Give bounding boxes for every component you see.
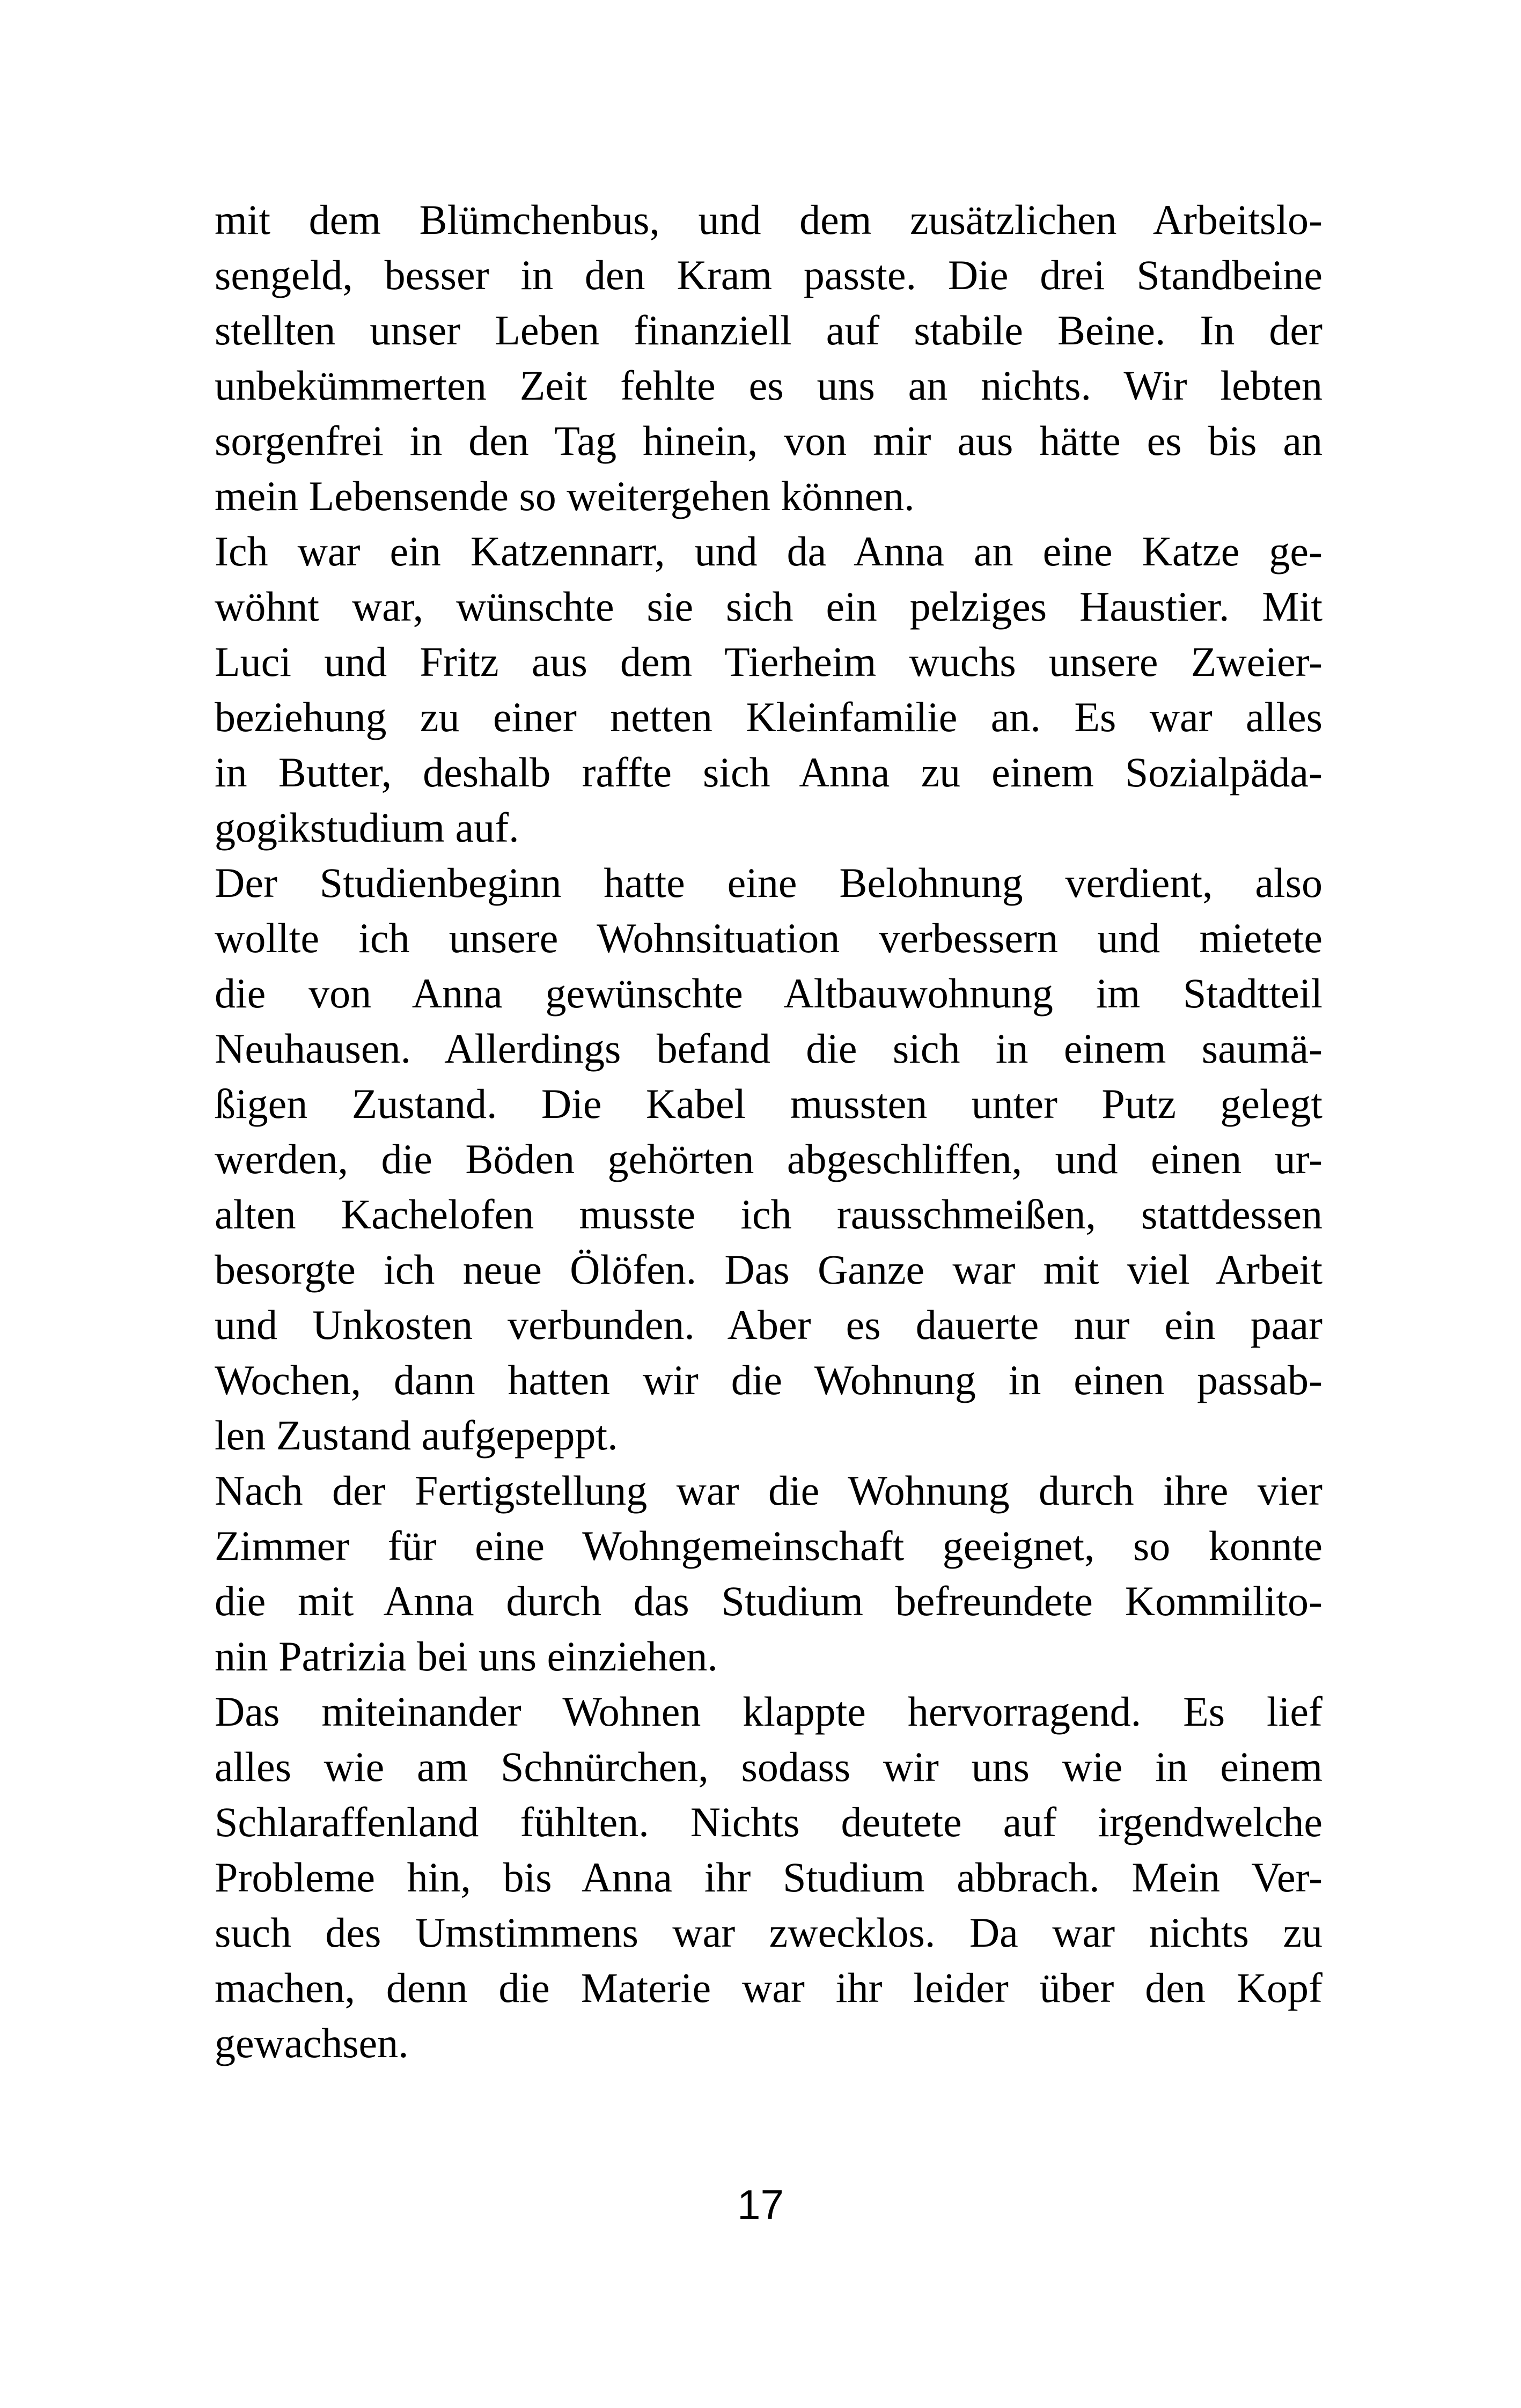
body-text	[215, 192, 1322, 2071]
text-line: beziehung zu einer netten Kleinfamilie an. Es war alles	[215, 694, 1322, 740]
text-line: ßigen Zustand. Die Kabel mussten unter Putz gelegt	[215, 1080, 1322, 1127]
text-line: mit dem Blümchenbus, und dem zusätzlichen Arbeitslo-	[215, 196, 1322, 243]
text-line: Schlaraffenland fühlten. Nichts deutete auf irgendwelche	[215, 1799, 1322, 1845]
text-line: die von Anna gewünschte Altbauwohnung im Stadtteil	[215, 970, 1322, 1017]
text-line: die mit Anna durch das Studium befreundete Kommilito-	[215, 1578, 1322, 1624]
text-line: len Zustand aufgepeppt.	[215, 1412, 618, 1459]
text-line: werden, die Böden gehörten abgeschliffen, und einen ur-	[215, 1136, 1322, 1182]
text-line: sorgenfrei in den Tag hinein, von mir aus hätte es bis an	[215, 417, 1322, 464]
text-line: such des Umstimmens war zwecklos. Da war nichts zu	[215, 1909, 1322, 1956]
text-line: Das miteinander Wohnen klappte hervorragend. Es lief	[215, 1688, 1322, 1735]
text-line: Zimmer für eine Wohngemeinschaft geeignet, so konnte	[215, 1522, 1322, 1569]
text-line: mein Lebensende so weitergehen können.	[215, 473, 915, 519]
text-line: Probleme hin, bis Anna ihr Studium abbrach. Mein Ver-	[215, 1854, 1322, 1901]
text-line: und Unkosten verbunden. Aber es dauerte nur ein paar	[215, 1301, 1322, 1348]
text-line: gewachsen.	[215, 2020, 409, 2066]
text-line: Der Studienbeginn hatte eine Belohnung verdient, also	[215, 859, 1322, 906]
text-line: stellten unser Leben finanziell auf stabile Beine. In der	[215, 307, 1322, 354]
text-line: Nach der Fertigstellung war die Wohnung durch ihre vier	[215, 1467, 1322, 1514]
text-line: besorgte ich neue Ölöfen. Das Ganze war mit viel Arbeit	[215, 1246, 1322, 1293]
text-line: wollte ich unsere Wohnsituation verbessern und mietete	[215, 915, 1322, 961]
text-line: Wochen, dann hatten wir die Wohnung in einen passab-	[215, 1357, 1322, 1403]
text-line: gogikstudium auf.	[215, 804, 519, 851]
page-number: 17	[737, 2181, 784, 2228]
text-line: Ich war ein Katzennarr, und da Anna an eine Katze ge-	[215, 528, 1322, 575]
text-line: in Butter, deshalb raffte sich Anna zu einem Sozialpäda-	[215, 749, 1322, 796]
text-line: wöhnt war, wünschte sie sich ein pelziges Haustier. Mit	[215, 583, 1322, 630]
text-line: nin Patrizia bei uns einziehen.	[215, 1633, 718, 1680]
text-line: Neuhausen. Allerdings befand die sich in einem saumä-	[215, 1025, 1322, 1072]
text-line: machen, denn die Materie war ihr leider über den Kopf	[215, 1964, 1322, 2011]
text-line: Luci und Fritz aus dem Tierheim wuchs unsere Zweier-	[215, 638, 1322, 685]
text-line: alten Kachelofen musste ich rausschmeißen, stattdessen	[215, 1191, 1322, 1238]
text-line: sengeld, besser in den Kram passte. Die drei Standbeine	[215, 252, 1322, 298]
text-line: alles wie am Schnürchen, sodass wir uns wie in einem	[215, 1743, 1322, 1790]
text-line: unbekümmerten Zeit fehlte es uns an nichts. Wir lebten	[215, 362, 1322, 409]
